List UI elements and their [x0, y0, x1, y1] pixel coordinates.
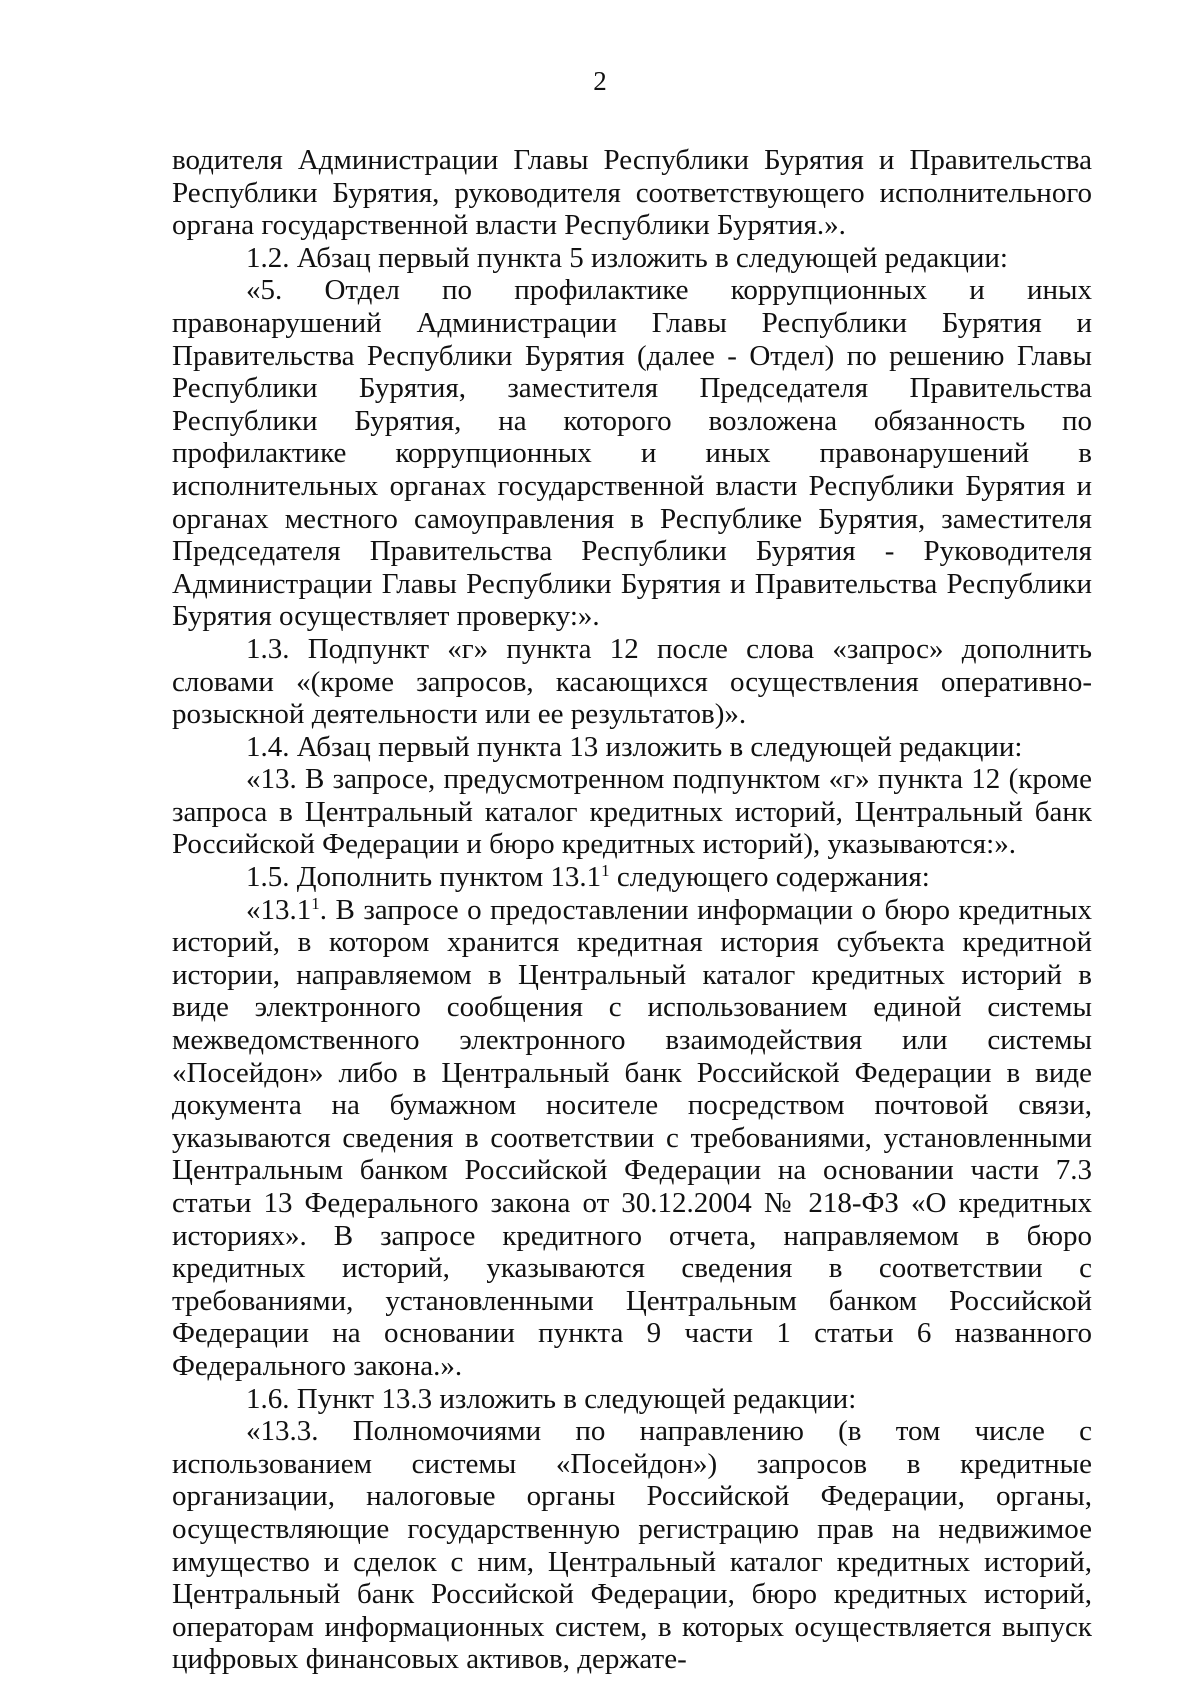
footnote-superscript: 1 [311, 893, 320, 913]
paragraph-text: . В запросе о предоставлении информации о бюро кредитных историй, в котором хранится кредитная история субъекта кредитной истории, направляемом в Центральный каталог кредитных историй в виде электронного сообщения с использованием единой системы межведомственного электронного взаимодействия или системы «Посейдон» либо в Центральный банк Российской Федерации в виде документа на бумажном носителе посредством почтовой связи, указываются сведения в соответствии с требованиями, установленными Центральным банком Российской Федерации на основании части 7.3 статьи 13 Федерального закона от 30.12.2004 № 218-ФЗ «О кредитных историях». В запросе кредитного отчета, направляемом в бюро кредитных историй, указываются сведения в соответствии с требованиями, установленными Центральным банком Российской Федерации на основании пункта 9 части 1 статьи 6 названного Федерального закона.». [172, 893, 1092, 1382]
paragraph [172, 861, 1092, 894]
paragraph: 1.6. Пункт 13.3 изложить в следующей редакции: [246, 1382, 857, 1415]
paragraph: 1.2. Абзац первый пункта 5 изложить в следующей редакции: [246, 241, 1008, 274]
paragraph: водителя Администрации Главы Республики Бурятия и Правительства Республики Бурятия, руководителя соответствующего исполнительного органа государственной власти Республики Бурятия.». [172, 144, 1092, 242]
footnote-superscript: 1 [601, 861, 610, 881]
paragraph-text: следующего содержания: [609, 861, 930, 894]
page-number: 2 [593, 66, 607, 96]
paragraph: «13.3. Полномочиями по направлению (в том числе с использованием системы «Посейдон») запросов в кредитные организации, налоговые органы Российской Федерации, органы, осуществляющие государственную регистрацию прав на недвижимое имущество и сделок с ним, Центральный каталог кредитных историй, Центральный банк Российской Федерации, бюро кредитных историй, операторам информационных систем, в которых осуществляется выпуск цифровых финансовых активов, держате- [172, 1415, 1092, 1676]
document-body [172, 144, 1092, 1676]
paragraph: «13. В запросе, предусмотренном подпунктом «г» пункта 12 (кроме запроса в Центральный каталог кредитных историй, Центральный банк Российской Федерации и бюро кредитных историй), указываются:». [172, 763, 1092, 861]
paragraph-text: «13.1 [246, 893, 312, 926]
paragraph-text: 1.5. Дополнить пунктом 13.1 [246, 861, 602, 894]
paragraph: 1.3. Подпункт «г» пункта 12 после слова «запрос» дополнить словами «(кроме запросов, касающихся осуществления оперативно-розыскной деятельности или ее результатов)». [172, 632, 1092, 731]
paragraph: «5. Отдел по профилактике коррупционных и иных правонарушений Администрации Главы Республики Бурятия и Правительства Республики Бурятия (далее - Отдел) по решению Главы Республики Бурятия, заместителя Председателя Правительства Республики Бурятия, на которого возложена обязанность по профилактике коррупционных и иных правонарушений в исполнительных органах государственной власти Республики Бурятия и органах местного самоуправления в Республике Бурятия, заместителя Председателя Правительства Республики Бурятия - Руководителя Администрации Главы Республики Бурятия и Правительства Республики Бурятия осуществляет проверку:». [172, 274, 1092, 633]
paragraph: 1.4. Абзац первый пункта 13 изложить в следующей редакции: [246, 730, 1023, 763]
paragraph [172, 894, 1092, 1383]
